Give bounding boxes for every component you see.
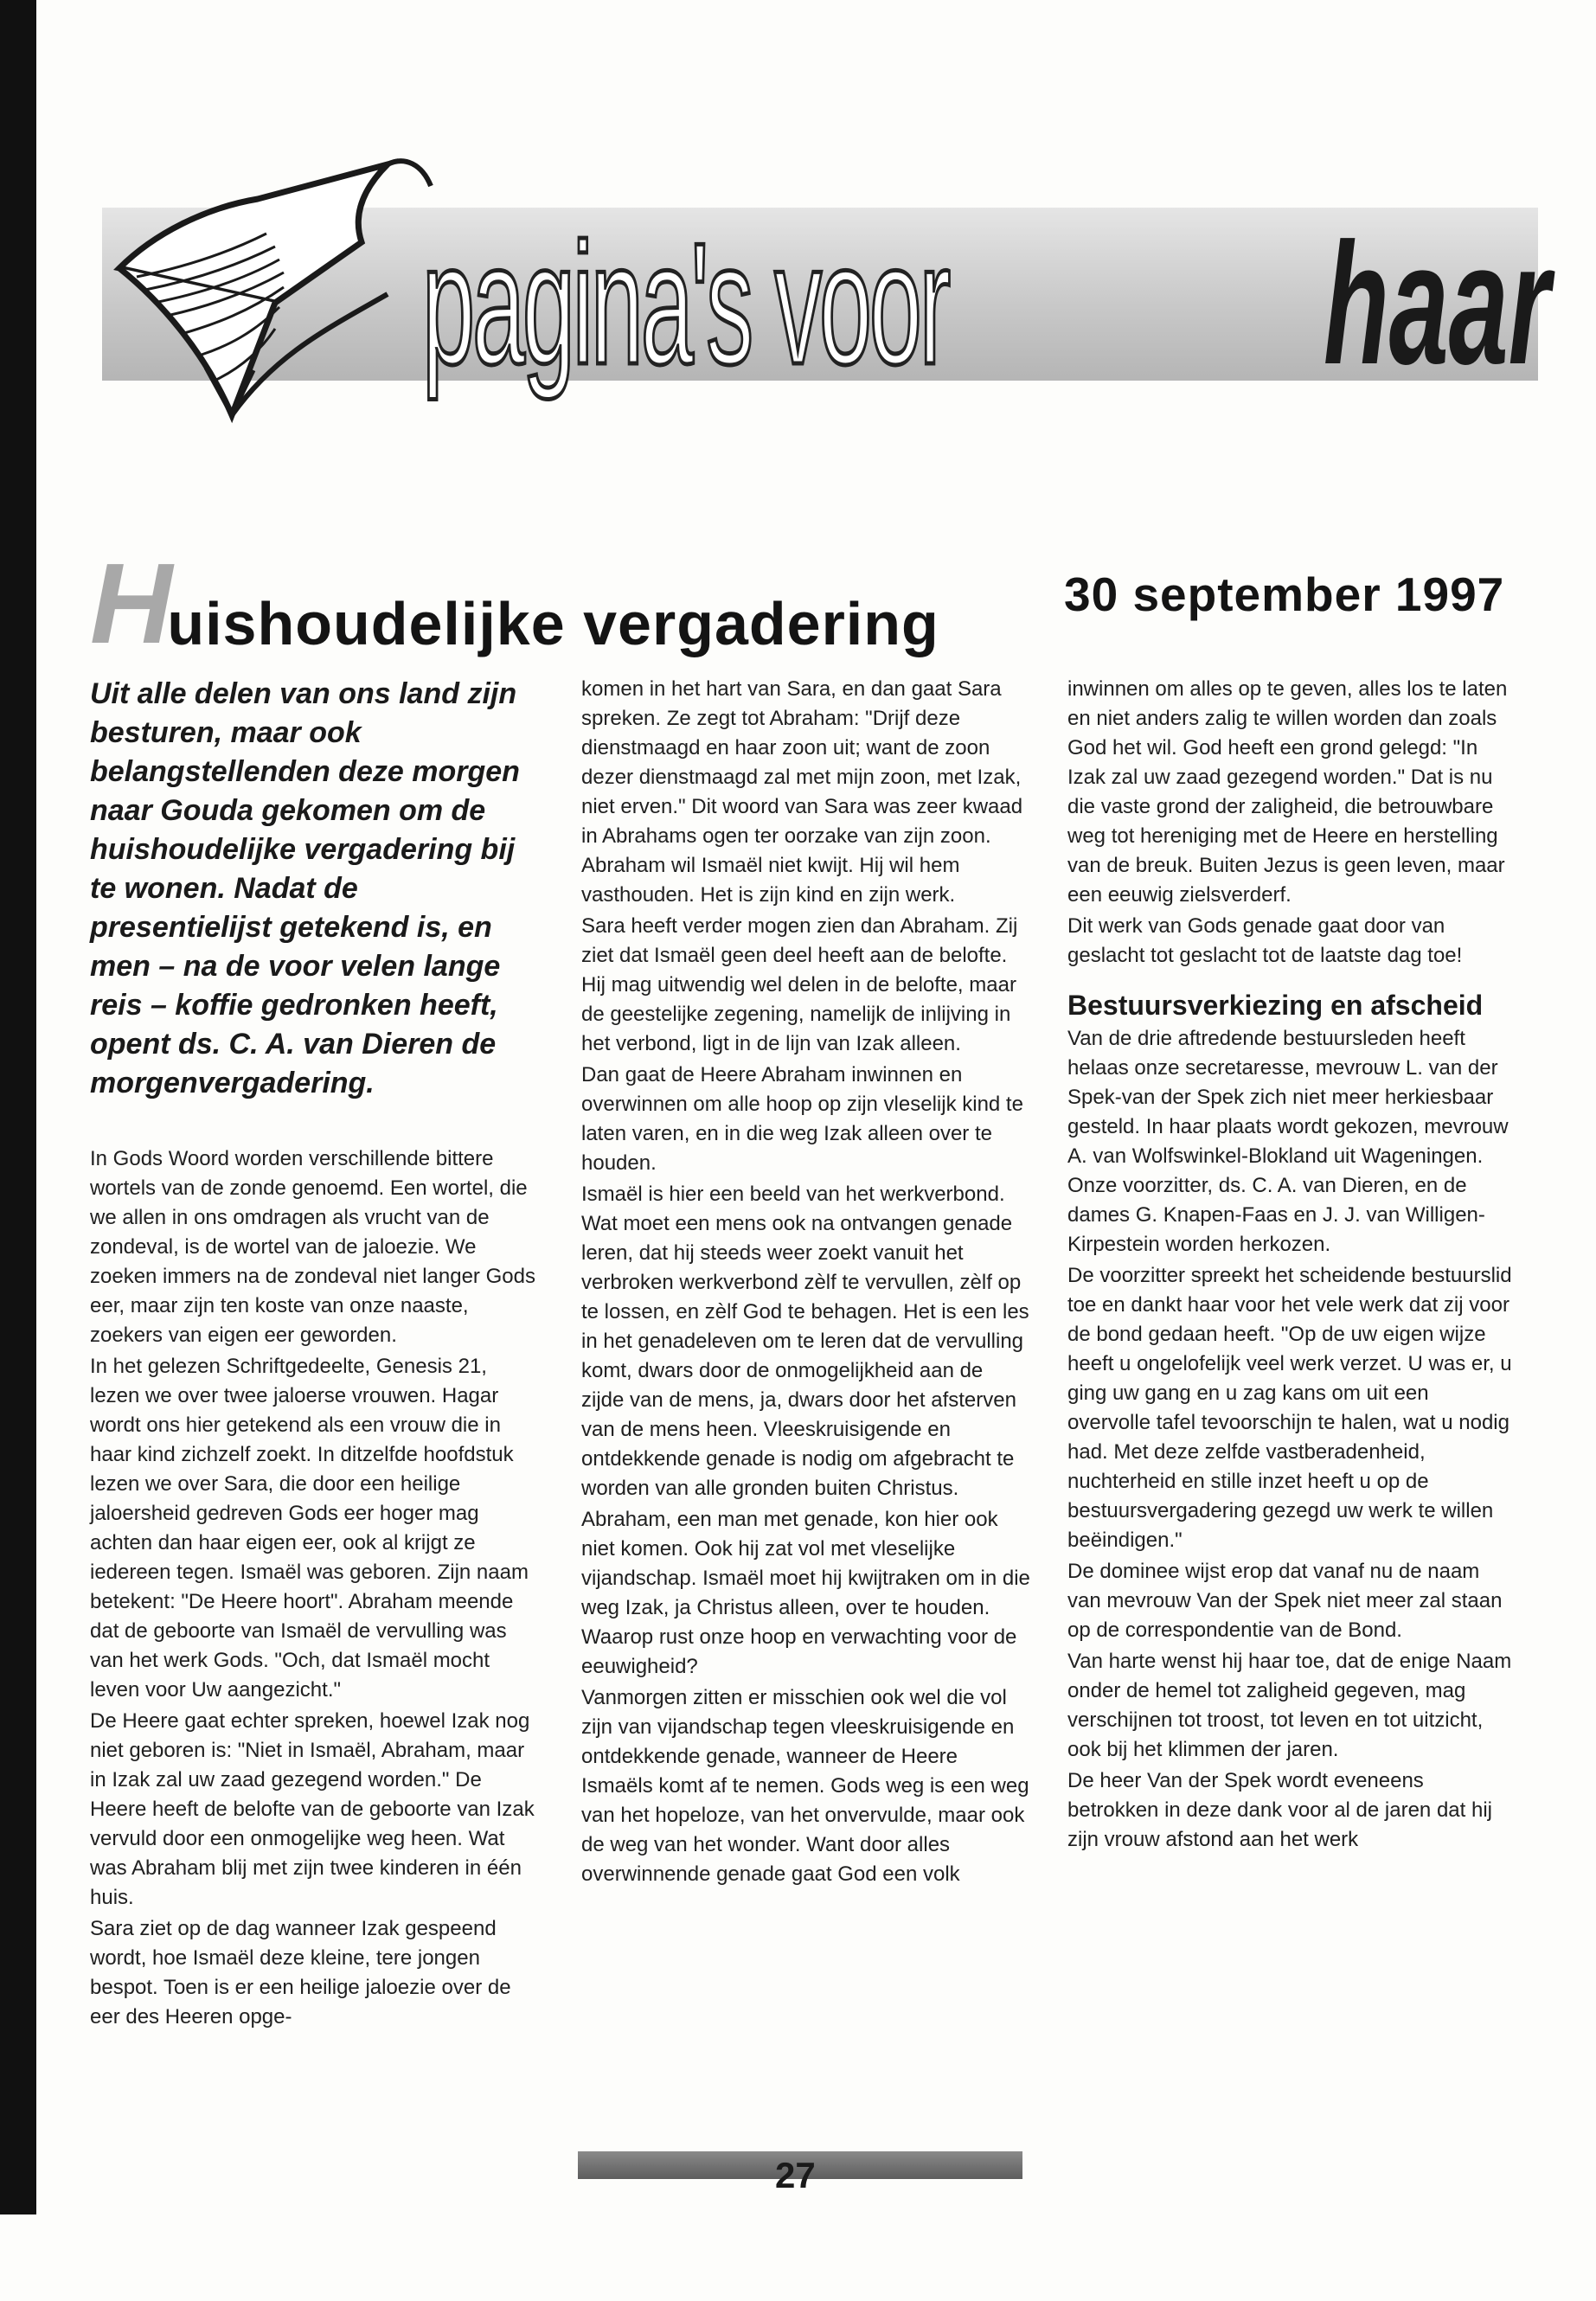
paragraph: komen in het hart van Sara, en dan gaat Sara spreken. Ze zegt tot Abraham: "Drijf deze dienstmaagd en haar zoon uit; want de zoon dezer dienstmaagd zal met mijn zoon, met Izak, niet erven." Dit woord van Sara was zeer kwaad in Abrahams ogen ter oorzake van zijn zoon. Abraham wil Ismaël niet kwijt. Hij wil hem vasthouden. Het is zijn kind en zijn werk. xyxy=(581,677,1023,907)
title-initial: H xyxy=(90,540,173,667)
paragraph: Sara heeft verder mogen zien dan Abraham. Zij ziet dat Ismaël geen deel heeft aan de belofte. Hij mag uitwendig wel delen in de belofte, maar de geestelijke zegening, namelijk de inlijving in het verbond, ligt in de lijn van Izak alleen. xyxy=(581,914,1018,1055)
paragraph: Ismaël is hier een beeld van het werkverbond. Wat moet een mens ook na ontvangen genade leren, dat hij steeds weer zoekt vanuit het verbroken werkverbond zèlf te vervullen, zèlf op te lossen, en zèlf God te behagen. Het is een les in het genadeleven om te leren dat de vervulling komt, dwars door de onmogelijkheid aan de zijde van de mens, ja, dwars door het afsterven van de mens heen. Vleeskruisigende en ontdekkende genade is nodig om afgebracht te worden van alle gronden buiten Christus. xyxy=(581,1183,1029,1500)
intro-paragraph: Uit alle delen van ons land zijn besturen, maar ook belangstellenden deze morgen naar Gouda gekomen om de huishoudelijke vergadering bij te wonen. Nadat de presentielijst getekend is, en men – na de voor velen lange reis – koffie gedronken heeft, opent ds. C. A. van Dieren de morgenvergadering. xyxy=(90,677,520,1099)
paragraph: De heer Van der Spek wordt eveneens betrokken in deze dank voor al de jaren dat hij zijn vrouw afstond aan het werk xyxy=(1067,1769,1492,1851)
paragraph: In het gelezen Schriftgedeelte, Genesis 21, lezen we over twee jaloerse vrouwen. Hagar wordt ons hier getekend als een vrouw die in haar kind zichzelf zoekt. In ditzelfde hoofdstuk lezen we over Sara, die door een heilige jaloersheid gedreven Gods eer hoger mag achten dan haar eigen eer, ook al krijgt ze iedereen tegen. Ismaël was geboren. Zijn naam betekent: "De Heere hoort". Abraham meende dat de geboorte van Ismaël de vervulling was van het werk Gods. "Och, dat Ismaël mocht leven voor Uw aangezicht." xyxy=(90,1355,529,1702)
paragraph: inwinnen om alles op te geven, alles los te laten en niet anders zalig te willen worden dan zoals God het wil. God heeft een grond gelegd: "In Izak zal uw zaad gezegend worden." Dat is nu die vaste grond der zaligheid, die betrouwbare weg tot hereniging met de Heere en herstelling van de breuk. Buiten Jezus is geen leven, maar een eeuwig zielsverderf. xyxy=(1067,677,1508,907)
paragraph: Van harte wenst hij haar toe, dat de enige Naam onder de hemel tot zaligheid gegeven, mag verschijnen tot troost, tot leven en tot uitzicht, ook bij het klimmen der jaren. xyxy=(1067,1650,1512,1761)
column-2 xyxy=(581,675,1031,1891)
paragraph: In Gods Woord worden verschillende bittere wortels van de zonde genoemd. Een wortel, die we allen in ons omdragen als vrucht van de zondeval, is de wortel van de jaloezie. We zoeken immers na de zondeval niet langer Gods eer, maar zijn ten koste van onze naaste, zoekers van eigen eer geworden. xyxy=(90,1147,535,1347)
title-rest: uishoudelijke vergadering xyxy=(167,590,939,657)
paragraph: Dan gaat de Heere Abraham inwinnen en overwinnen om alle hoop op zijn vleselijk kind te laten varen, en in die weg Izak alleen over te houden. xyxy=(581,1063,1023,1175)
section-subheading: Bestuursverkiezing en afscheid xyxy=(1067,990,1484,1021)
paragraph: Vanmorgen zitten er misschien ook wel die vol zijn van vijandschap tegen vleeskruisigende en ontdekkende genade, wanneer de Heere Ismaëls komt af te nemen. Gods weg is een weg van het hopeloze, van het onvervulde, maar ook de weg van het wonder. Want door alles overwinnende genade gaat God een volk xyxy=(581,1686,1029,1886)
book-icon xyxy=(102,138,465,441)
paragraph: Van de drie aftredende bestuursleden heeft helaas onze secretaresse, mevrouw L. van der Spek-van der Spek zich niet meer herkiesbaar gesteld. In haar plaats wordt gekozen, mevrouw A. van Wolfswinkel-Blokland uit Wageningen. Onze voorzitter, ds. C. A. van Dieren, en de dames G. Knapen-Faas en J. J. van Willigen-Kirpestein worden herkozen. xyxy=(1067,1027,1509,1256)
paragraph: Dit werk van Gods genade gaat door van geslacht tot geslacht tot de laatste dag toe! xyxy=(1067,914,1463,967)
page-bottom-margin xyxy=(0,2214,1596,2301)
page-number: 27 xyxy=(775,2155,816,2195)
article-title xyxy=(90,540,939,667)
paragraph: De dominee wijst erop dat vanaf nu de naam van mevrouw Van der Spek niet meer zal staan op de correspondentie van de Bond. xyxy=(1067,1560,1503,1642)
column-1 xyxy=(90,675,540,2034)
banner-title-bold: haar xyxy=(1324,208,1550,401)
banner-title xyxy=(422,208,1550,401)
paragraph: Sara ziet op de dag wanneer Izak gespeend wordt, hoe Ismaël deze kleine, tere jongen bespot. Toen is er een heilige jaloezie over de eer des Heeren opge- xyxy=(90,1917,511,2029)
paragraph: Abraham, een man met genade, kon hier ook niet komen. Ook hij zat vol met vleselijke vijandschap. Ismaël moet hij kwijtraken om in die weg Izak, ja Christus alleen, over te houden. Waarop rust onze hoop en verwachting voor de eeuwigheid? xyxy=(581,1508,1030,1678)
section-banner xyxy=(102,138,1550,441)
column-3 xyxy=(1067,675,1517,1856)
paragraph: De voorzitter spreekt het scheidende bestuurslid toe en dankt haar voor het vele werk dat zij voor de bond gedaan heeft. "Op de uw eigen wijze heeft u ongelofelijk veel werk verzet. U was er, u ging uw gang en u zag kans om uit een overvolle tafel tevoorschijn te halen, wat u nodig had. Met deze zelfde vastberadenheid, nuchterheid en stille inzet heeft u op de bestuursvergadering gezegd uw werk te willen beëindigen." xyxy=(1067,1264,1512,1552)
paragraph: De Heere gaat echter spreken, hoewel Izak nog niet geboren is: "Niet in Ismaël, Abraham, maar in Izak zal uw zaad gezegend worden." De Heere heeft de belofte van de geboorte van Izak vervuld door een onmogelijke weg heen. Wat was Abraham blij met zijn twee kinderen in één huis. xyxy=(90,1709,535,1909)
article-date: 30 september 1997 xyxy=(1064,567,1505,621)
banner-title-light: pagina's voor xyxy=(422,208,948,401)
scan-edge xyxy=(0,0,36,2214)
